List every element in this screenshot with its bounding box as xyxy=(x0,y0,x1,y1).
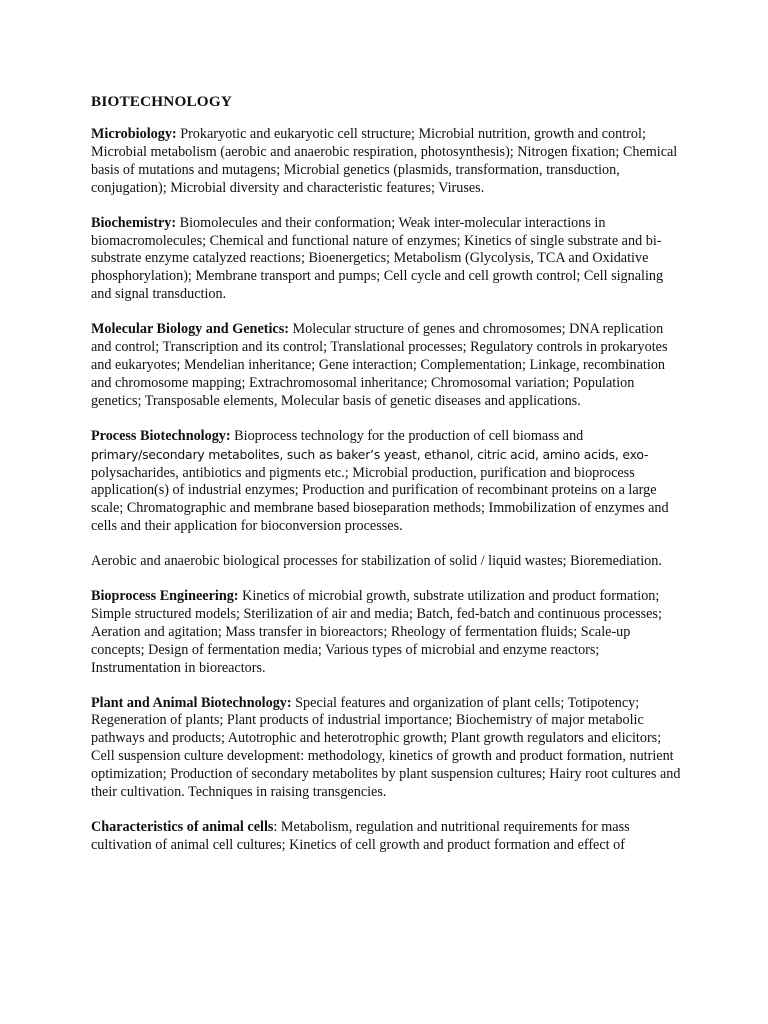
section-text: Molecular structure of genes and chromosomes; DNA replication and control; Transcription and its control; Translational processes; Regulatory controls in prokaryotes and eukaryotes; Mendelian inheritance; Gene interaction; Complementation; Linkage, recombination and chromosome mapping; Extrachromosomal inheritance; Chromosomal variation; Population genetics; Transposable elements, Molecular basis of genetic diseases and applications. xyxy=(91,321,668,409)
section-microbiology xyxy=(91,126,683,198)
section-text: polysacharides, antibiotics and pigments etc.; Microbial production, purification and bioprocess application(s) of industrial enzymes; Production and purification of recombinant proteins on a large scale; Chromatographic and membrane based bioseparation methods; Immobilization of enzymes and cells and their application for bioconversion processes. xyxy=(91,464,669,535)
section-biochemistry xyxy=(91,215,683,305)
section-text: : Metabolism, regulation and nutritional requirements for mass cultivation of animal cell cultures; Kinetics of cell growth and product formation and effect of xyxy=(91,819,630,853)
section-heading: Bioprocess Engineering: xyxy=(91,588,239,605)
section-process-biotechnology xyxy=(91,428,683,536)
section-heading: Molecular Biology and Genetics: xyxy=(91,321,289,338)
section-waste-treatment xyxy=(91,553,683,571)
section-bioprocess-engineering xyxy=(91,588,683,678)
section-plant-animal-biotechnology xyxy=(91,695,683,802)
section-heading: Plant and Animal Biotechnology: xyxy=(91,694,292,711)
section-text: Aerobic and anaerobic biological processes for stabilization of solid / liquid wastes; Bioremediation. xyxy=(91,553,662,570)
section-heading: Characteristics of animal cells xyxy=(91,819,274,835)
section-heading: Process Biotechnology: xyxy=(91,427,231,444)
section-animal-cells xyxy=(91,819,683,855)
section-heading: Microbiology: xyxy=(91,126,177,142)
section-text: Biomolecules and their conformation; Weak inter-molecular interactions in biomacromolecules; Chemical and functional nature of enzymes; Kinetics of single substrate and bi-substrate enzyme catalyzed reactions; Bioenergetics; Metabolism (Glycolysis, TCA and Oxidative phosphorylation); Membrane transport and pumps; Cell cycle and cell growth control; Cell signaling and signal transduction. xyxy=(91,214,664,303)
section-text-alt-font: primary/secondary metabolites, such as baker’s yeast, ethanol, citric acid, amino acids, exo- xyxy=(91,446,649,462)
section-heading: Biochemistry: xyxy=(91,214,177,231)
section-text: Special features and organization of plant cells; Totipotency; Regeneration of plants; Plant products of industrial importance; Biochemistry of major metabolic pathways and products; Autotrophic and heterotrophic growth; Plant growth regulators and elicitors; Cell suspension culture development: methodology, kinetics of growth and product formation, nutrient optimization; Production of secondary metabolites by plant suspension cultures; Hairy root cultures and their cultivation. Techniques in raising transgencies. xyxy=(91,694,681,801)
document-page xyxy=(91,92,683,872)
section-text: Bioprocess technology for the production of cell biomass and xyxy=(230,427,584,444)
section-text: Prokaryotic and eukaryotic cell structure; Microbial nutrition, growth and control; Microbial metabolism (aerobic and anaerobic respiration, photosynthesis); Nitrogen fixation; Chemical basis of mutations and mutagens; Microbial genetics (plasmids, transformation, transduction, conjugation); Microbial diversity and characteristic features; Viruses. xyxy=(91,126,678,196)
section-text: Kinetics of microbial growth, substrate utilization and product formation; Simple structured models; Sterilization of air and media; Batch, fed-batch and continuous processes; Aeration and agitation; Mass transfer in bioreactors; Rheology of fermentation fluids; Scale-up concepts; Design of fermentation media; Various types of microbial and enzyme reactors; Instrumentation in bioreactors. xyxy=(91,588,662,676)
document-title: BIOTECHNOLOGY xyxy=(91,93,233,110)
section-molecular-biology-genetics xyxy=(91,321,683,411)
